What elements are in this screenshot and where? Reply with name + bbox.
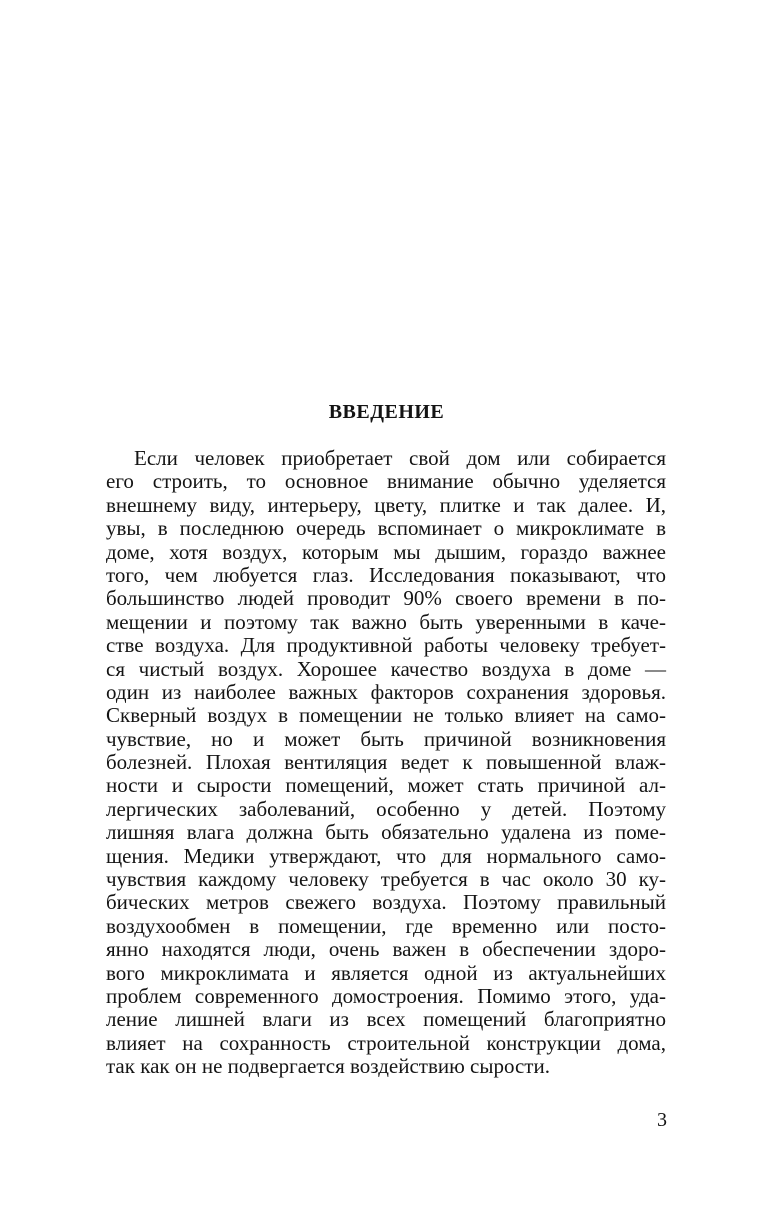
paragraph-line: воздухообмен в помещении, где временно или посто- bbox=[106, 913, 666, 938]
paragraph-line: доме, хотя воздух, которым мы дышим, гораздо важнее bbox=[106, 539, 666, 564]
paragraph-line: болезней. Плохая вентиляция ведет к повышенной влаж- bbox=[106, 750, 666, 775]
paragraph-line: увы, в последнюю очередь вспоминает о микроклимате в bbox=[106, 516, 666, 541]
paragraph-line: большинство людей проводит 90% своего времени в по- bbox=[106, 586, 666, 611]
paragraph-line: бических метров свежего воздуха. Поэтому правильный bbox=[106, 890, 666, 915]
paragraph-line: лишняя влага должна быть обязательно удалена из поме- bbox=[106, 820, 666, 845]
paragraph-line: Скверный воздух в помещении не только влияет на само- bbox=[106, 703, 666, 728]
paragraph-line: один из наиболее важных факторов сохранения здоровья. bbox=[106, 679, 666, 704]
paragraph-line: чувствия каждому человеку требуется в час около 30 ку- bbox=[106, 867, 666, 892]
paragraph-line: того, чем любуется глаз. Исследования показывают, что bbox=[106, 562, 666, 587]
paragraph-line: ление лишней влаги из всех помещений благоприятно bbox=[106, 1007, 666, 1032]
paragraph-line: лергических заболеваний, особенно у детей. Поэтому bbox=[106, 796, 666, 821]
paragraph-line: вого микроклимата и является одной из актуальнейших bbox=[106, 960, 666, 985]
paragraph-line: чувствие, но и может быть причиной возникновения bbox=[106, 726, 666, 751]
paragraph-line: так как он не подвергается воздействию сырости. bbox=[106, 1054, 550, 1079]
body-paragraph bbox=[106, 447, 666, 1079]
paragraph-line: щения. Медики утверждают, что для нормального само- bbox=[106, 843, 666, 868]
paragraph-line: Если человек приобретает свой дом или собирается bbox=[134, 446, 666, 470]
chapter-heading: ВВЕДЕНИЕ bbox=[328, 401, 445, 423]
paragraph-line: влияет на сохранность строительной конструкции дома, bbox=[106, 1030, 666, 1055]
paragraph-line: стве воздуха. Для продуктивной работы человеку требует- bbox=[106, 633, 666, 658]
paragraph-line: мещении и поэтому так важно быть уверенными в каче- bbox=[106, 609, 666, 634]
paragraph-line: его строить, то основное внимание обычно уделяется bbox=[106, 469, 666, 494]
paragraph-line: внешнему виду, интерьеру, цвету, плитке и так далее. И, bbox=[106, 492, 666, 517]
paragraph-line: ности и сырости помещений, может стать причиной ал- bbox=[106, 773, 666, 798]
page-number: 3 bbox=[657, 1109, 667, 1131]
paragraph-line: янно находятся люди, очень важен в обеспечении здоро- bbox=[106, 937, 666, 962]
paragraph-line: проблем современного домостроения. Помимо этого, уда- bbox=[106, 983, 666, 1008]
paragraph-line: ся чистый воздух. Хорошее качество воздуха в доме — bbox=[106, 656, 666, 681]
